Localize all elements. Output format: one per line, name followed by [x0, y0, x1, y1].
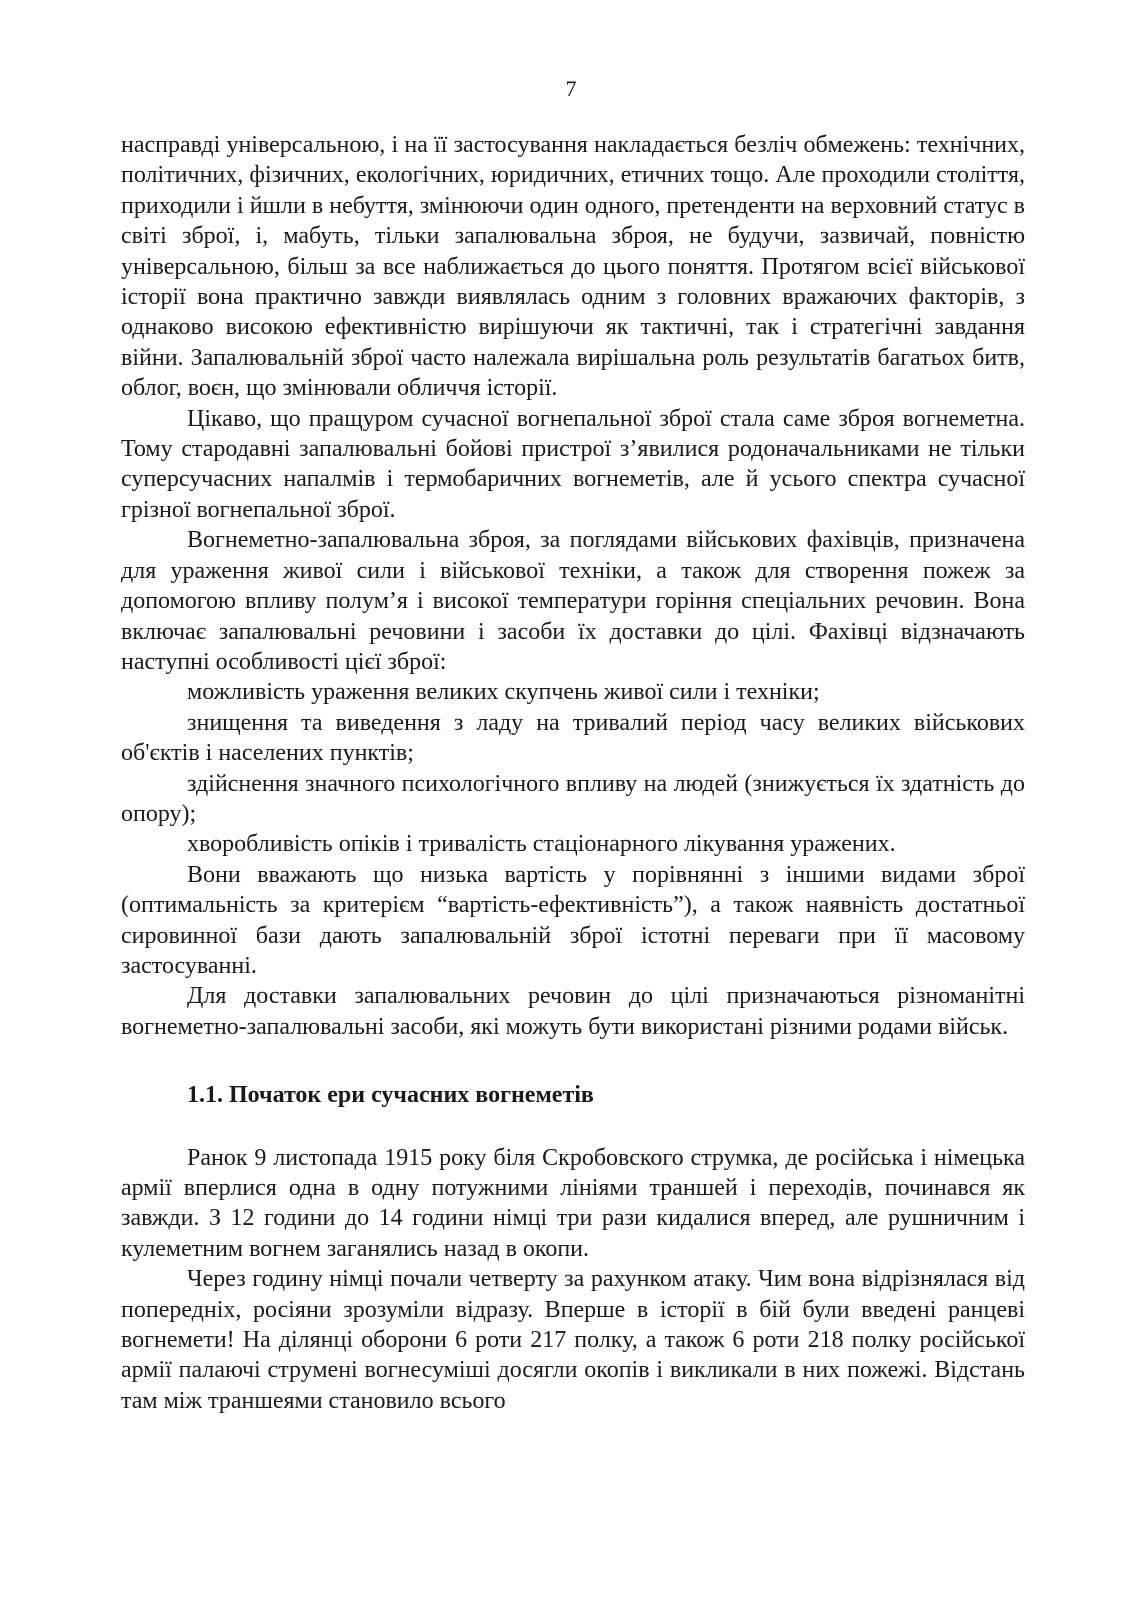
section-heading: 1.1. Початок ери сучасних вогнеметів [187, 1082, 594, 1109]
body-text [121, 130, 1025, 1416]
paragraph: насправді універсальною, і на її застосування накладається безліч обмежень: технічних, політичних, фізичних, екологічних, юридичних, етичних тощо. Але проходили століття, приходили і йшли в небуття, змінюючи один одного, претенденти на верховний статус в світі зброї, і, мабуть, тільки запалювальна зброя, не будучи, зазвичай, повністю універсальною, більш за все наближається до цього поняття. Протягом всієї військової історії вона практично завжди виявлялась одним з головних вражаючих факторів, з однаково високою ефективністю вирішуючи як тактичні, так і стратегічні завдання війни. Запалювальній зброї часто належала вирішальна роль результатів багатьох битв, облог, воєн, що змінювали обличчя історії. [121, 132, 1025, 402]
paragraph: Вогнеметно-запалювальна зброя, за поглядами військових фахівців, призначена для ураження живої сили і військової техніки, а також для створення пожеж за допомогою впливу полум’я і високої температури горіння спеціальних речовин. Вона включає запалювальні речовини і засоби їх доставки до цілі. Фахівці відзначають наступні особливості цієї зброї: [121, 527, 1025, 675]
list-item: знищення та виведення з ладу на тривалий період часу великих військових об'єктів і населених пунктів; [121, 709, 1025, 767]
paragraph: Ранок 9 листопада 1915 року біля Скробовского струмка, де російська і німецька армії вперлися одна в одну потужними лініями траншей і переходів, починався як завжди. З 12 години до 14 години німці три рази кидалися вперед, але рушничним і кулеметним вогнем заганялись назад в окопи. [121, 1144, 1025, 1262]
list-item: хворобливість опіків і тривалість стаціонарного лікування уражених. [187, 831, 896, 858]
paragraph: Вони вважають що низька вартість у порівнянні з іншими видами зброї (оптимальність за критерієм “вартість-ефективність”), а також наявність достатньої сировинної бази дають запалювальній зброї істотні переваги при її масовому застосуванні. [121, 861, 1025, 979]
paragraph: Для доставки запалювальних речовин до цілі призначаються різноманітні вогнеметно-запалювальні засоби, які можуть бути використані різними родами військ. [121, 983, 1025, 1040]
page-number: 7 [565, 76, 577, 101]
list-item: здійснення значного психологічного впливу на людей (знижується їх здатність до опору); [121, 770, 1025, 827]
paragraph: Через годину німці почали четверту за рахунком атаку. Чим вона відрізнялася від попередніх, росіяни зрозуміли відразу. Вперше в історії в бій були введені ранцеві вогнемети! На ділянці оборони 6 роти 217 полку, а також 6 роти 218 полку російської армії палаючі струмені вогнесуміші досягли окопів і викликали в них пожежі. Відстань там між траншеями становило всього [121, 1266, 1025, 1414]
list-item: можливість ураження великих скупчень живої сили і техніки; [187, 679, 820, 706]
paragraph: Цікаво, що пращуром сучасної вогнепальної зброї стала саме зброя вогнеметна. Тому стародавні запалювальні бойові пристрої з’явилися родоначальниками не тільки суперсучасних напалмів і термобаричних вогнеметів, але й усього спектра сучасної грізної вогнепальної зброї. [121, 405, 1025, 523]
